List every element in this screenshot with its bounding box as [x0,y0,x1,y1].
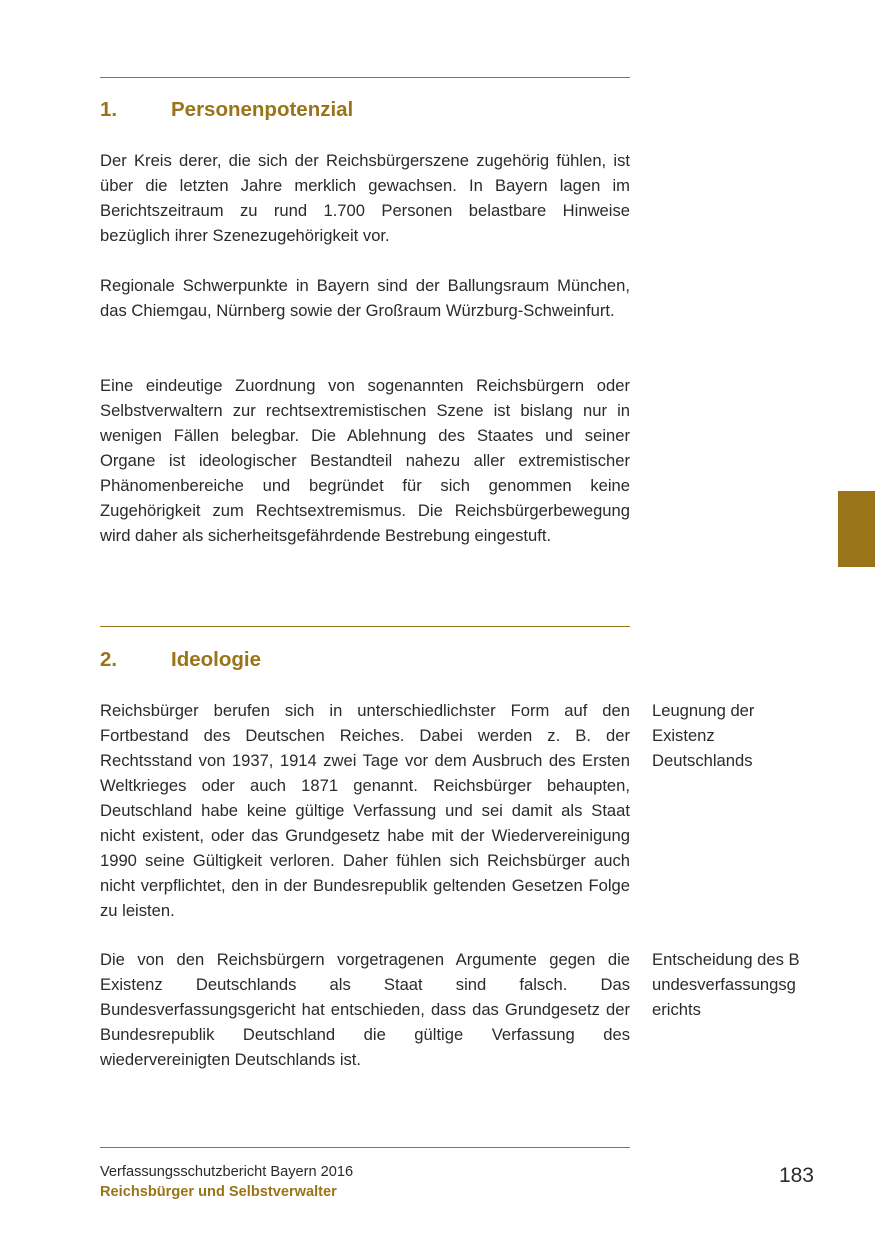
section-1-rule [100,77,630,78]
section-1-number: 1. [100,98,118,121]
section-1-heading [100,96,630,124]
margin-note-1: Leugnung der Existenz Deutschlands [652,701,755,770]
section-2-number: 2. [100,648,118,671]
section-2-title: Ideologie [171,648,261,671]
section-1-paragraph-3: Eine eindeutige Zuordnung von sogenannten Reichsbürgern oder Selbstverwaltern zur rechtsextremistischen Szene ist bislang nur in wenigen Fällen belegbar. Die Ablehnung des Staates und seiner Organe ist ideologischer Bestandteil nahezu aller extremistischer Phänomenbereiche und begründet für sich genommen keine Zugehörigkeit zum Rechtsextremismus. Die Reichsbürgerbewegung wird daher als sicherheitsgefährdende Bestrebung eingestuft. [100,376,630,545]
page-number: 183 [778,1164,814,1187]
section-1-paragraph-2: Regionale Schwerpunkte in Bayern sind der Ballungsraum München, das Chiemgau, Nürnberg sowie der Großraum Würzburg-Schweinfurt. [100,276,630,320]
footer-rule [100,1147,630,1148]
section-2-paragraph-2: Die von den Reichsbürgern vorgetragenen Argumente gegen die Existenz Deutschlands als Staat sind falsch. Das Bundesverfassungsgericht hat entschieden, dass das Grundgesetz der Bundesrepublik Deutschland die gültige Verfassung des wiedervereinigten Deutschlands ist. [100,950,630,1069]
footer-chapter: Reichsbürger und Selbstverwalter [100,1184,337,1200]
section-1-title: Personenpotenzial [171,98,354,121]
chapter-tab-marker [838,491,875,567]
footer-publication: Verfassungsschutzbericht Bayern 2016 [100,1164,354,1180]
section-2-paragraph-1: Reichsbürger berufen sich in unterschiedlichster Form auf den Fortbestand des Deutschen Reiches. Dabei werden z. B. der Rechtsstand von 1937, 1914 zwei Tage vor dem Ausbruch des Ersten Weltkrieges oder auch 1871 genannt. Reichsbürger behaupten, Deutschland habe keine gültige Verfassung und sei damit als Staat nicht existent, oder das Grundgesetz habe mit der Wiedervereinigung 1990 seine Gültigkeit verloren. Daher fühlen sich Reichsbürger auch nicht verpflichtet, den in der Bundesrepublik geltenden Gesetzen Folge zu leisten. [100,701,630,920]
margin-note-2: Entscheidung des Bundesverfassungsgerichts [652,950,800,1019]
section-1-paragraph-1: Der Kreis derer, die sich der Reichsbürgerszene zugehörig fühlen, ist über die letzten Jahre merklich gewachsen. In Bayern lagen im Berichtszeitraum zu rund 1.700 Personen belastbare Hinweise bezüglich ihrer Szenezugehörigkeit vor. [100,151,630,245]
section-2-rule [100,626,630,627]
section-2-heading [100,646,630,674]
